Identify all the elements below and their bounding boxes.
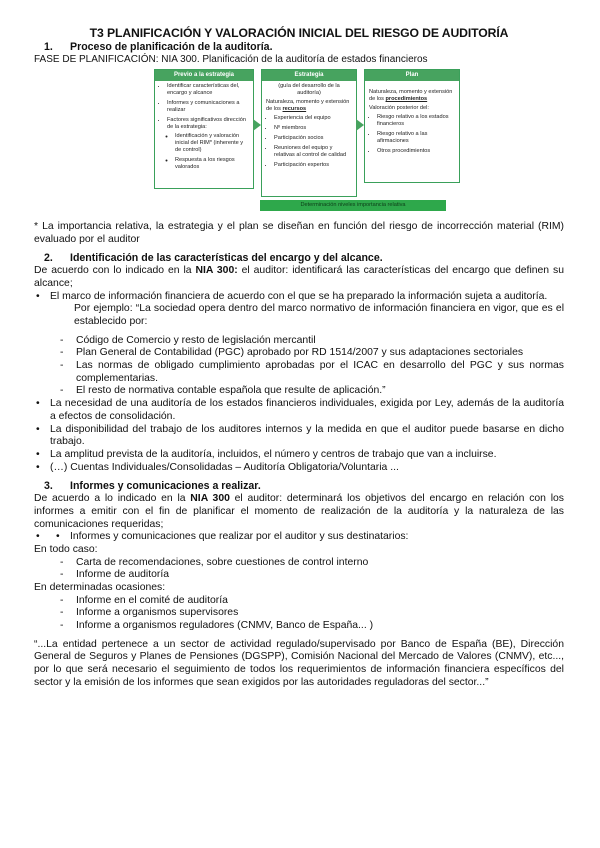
dash-item: - Plan General de Contabilidad (PGC) aprobado por RD 1514/2007 y sus adaptaciones sectoriales <box>34 347 564 360</box>
column-plan <box>364 69 460 183</box>
section-3-intro <box>34 493 564 531</box>
estrategia-item: • Nº miembros <box>274 125 353 132</box>
previo-item: • Informes y comunicaciones a realizar <box>167 100 250 114</box>
bullet-item: • (…) Cuentas Individuales/Consolidadas – Auditoría Obligatoria/Voluntaria ... <box>34 462 564 475</box>
plan-item: • Riesgo relativo a los estados financieros <box>377 114 456 128</box>
fase-planificacion: FASE DE PLANIFICACIÓN: NIA 300. Planificación de la auditoría de estados financieros <box>34 53 428 65</box>
estrategia-intro-text: Naturaleza, momento y extensión de los <box>266 99 350 113</box>
column-estrategia <box>261 69 357 197</box>
estrategia-intro: (guía del desarrollo de la auditoría) <box>278 83 340 97</box>
todo-caso-label: En todo caso: <box>34 543 98 555</box>
dash-item: - Carta de recomendaciones, sobre cuestiones de control interno <box>34 557 564 570</box>
section-1-heading <box>44 41 564 54</box>
arrow-right-icon <box>253 119 261 131</box>
estrategia-item: • Reuniones del equipo y relativas al control de calidad <box>274 145 353 159</box>
column-previo <box>154 69 254 189</box>
dash-item: - Informe a organismos reguladores (CNMV, Banco de España... ) <box>34 620 564 633</box>
document-title: T3 PLANIFICACIÓN Y VALORACIÓN INICIAL DEL RIESGO DE AUDITORÍA <box>89 26 509 40</box>
previo-subitem: ◦ Identificación y valoración inicial del RIM* (inherente y de control) <box>175 133 247 154</box>
previo-item-label: Factores significativos dirección de la estrategia: <box>167 117 246 131</box>
estrategia-recursos <box>266 99 352 113</box>
bullet-item: • La amplitud prevista de la auditoría, incluidos, el número y centros de trabajo que van a incluirse. <box>34 449 564 462</box>
quote-text: “...La entidad pertenece a un sector de actividad regulado/supervisado por Banco de España (BE), Dirección General de Seguros y Planes de Pensiones (DGSPP), Comisión Nacional del Mercado de Valores (CNMV), etc..., por lo que será necesario el seguimiento de todos los requerimientos de información financiera específicos del sector y la emisión de los informes que sean exigidos por las autoridades reguladoras del sector...” <box>34 638 564 688</box>
dash-item: - Las normas de obligado cumplimiento aprobadas por el ICAC en desarrollo del PGC y sus normas complementarias. <box>34 360 564 385</box>
estrategia-item: • Participación expertos <box>274 162 353 169</box>
intro-text: De acuerdo a lo indicado en la <box>34 493 191 505</box>
nia-label: NIA 300: <box>195 265 238 277</box>
bullet-item: • La necesidad de una auditoría de los estados financieros individuales, exigida por Ley, además de la auditoría a efectos de consolidación. <box>34 398 564 423</box>
previo-item <box>167 117 250 171</box>
ocasiones-label: En determinadas ocasiones: <box>34 582 166 594</box>
estrategia-item: • Experiencia del equipo <box>274 115 353 122</box>
planning-diagram <box>34 69 564 219</box>
document-page <box>34 26 564 690</box>
plan-item: • Riesgo relativo a las afirmaciones <box>377 131 456 145</box>
intro-text: De acuerdo con lo indicado en la <box>34 265 196 277</box>
section-1-number: 1. <box>44 40 53 53</box>
arrow-right-icon <box>356 119 364 131</box>
section-2-title: Identificación de las características del encargo y del alcance. <box>70 252 383 265</box>
bullet-item: • El marco de información financiera de acuerdo con el que se ha preparado la información sujeta a auditoría. <box>34 291 564 304</box>
dash-item: - Código de Comercio y resto de legislación mercantil <box>34 335 564 348</box>
column-estrategia-header: Estrategia <box>262 70 356 82</box>
recursos-label: recursos <box>282 106 307 113</box>
section-2-number: 2. <box>44 252 53 265</box>
plan-item: • Otros procedimientos <box>377 148 456 155</box>
dash-item: - Informe en el comité de auditoría <box>34 595 564 608</box>
plan-intro-text: Naturaleza, momento y extensión de los <box>369 89 453 103</box>
procedimientos-label: procedimientos <box>385 96 428 103</box>
note-text: * La importancia relativa, la estrategia y el plan se diseñan en función del riesgo de incorrección material (RIM) evaluado por el auditor <box>34 220 564 245</box>
plan-procedimientos <box>369 89 455 103</box>
previo-subitem: ◦ Respuesta a los riesgos valorados <box>175 157 247 171</box>
dash-item: - El resto de normativa contable española que resulte de aplicación.” <box>34 385 564 398</box>
example-text: Por ejemplo: “La sociedad opera dentro del marco normativo de información financiera en vigor, que es el establecido por: <box>74 303 564 328</box>
section-2-heading <box>44 252 564 265</box>
dash-item: - Informe a organismos supervisores <box>34 607 564 620</box>
dash-item: - Informe de auditoría <box>34 569 564 582</box>
section-2-intro <box>34 265 564 290</box>
bullet-item: • • Informes y comunicaciones que realizar por el auditor y sus destinatarios: <box>34 531 564 544</box>
section-3-title: Informes y comunicaciones a realizar. <box>70 480 261 493</box>
column-previo-header: Previo a la estrategia <box>155 70 253 82</box>
plan-valoracion: Valoración posterior del: <box>369 105 429 112</box>
nia-label: NIA 300 <box>190 493 230 505</box>
section-3-heading <box>44 480 564 493</box>
previo-item: • Identificar características del, encargo y alcance <box>167 83 250 97</box>
section-3-number: 3. <box>44 480 53 493</box>
bullet-text: Informes y comunicaciones que realizar por el auditor y sus destinatarios: <box>70 531 409 543</box>
intro-text: el auditor: determinará los objetivos del encargo en relación con los informes a emitir con el fin de planificar el momento de realización de la auditoría y la naturaleza de las comunicaciones requeridas; <box>34 493 564 530</box>
intro-text: el auditor: identificará las características del encargo que definen su alcance; <box>34 265 564 289</box>
estrategia-item: • Participación socios <box>274 135 353 142</box>
section-1-title: Proceso de planificación de la auditoría. <box>70 40 273 53</box>
column-plan-header: Plan <box>365 70 459 82</box>
bullet-item: • La disponibilidad del trabajo de los auditores internos y la medida en que el auditor puede basarse en dicho trabajo. <box>34 424 564 449</box>
importancia-relativa-bar: Determinación niveles importancia relativa <box>260 200 446 211</box>
